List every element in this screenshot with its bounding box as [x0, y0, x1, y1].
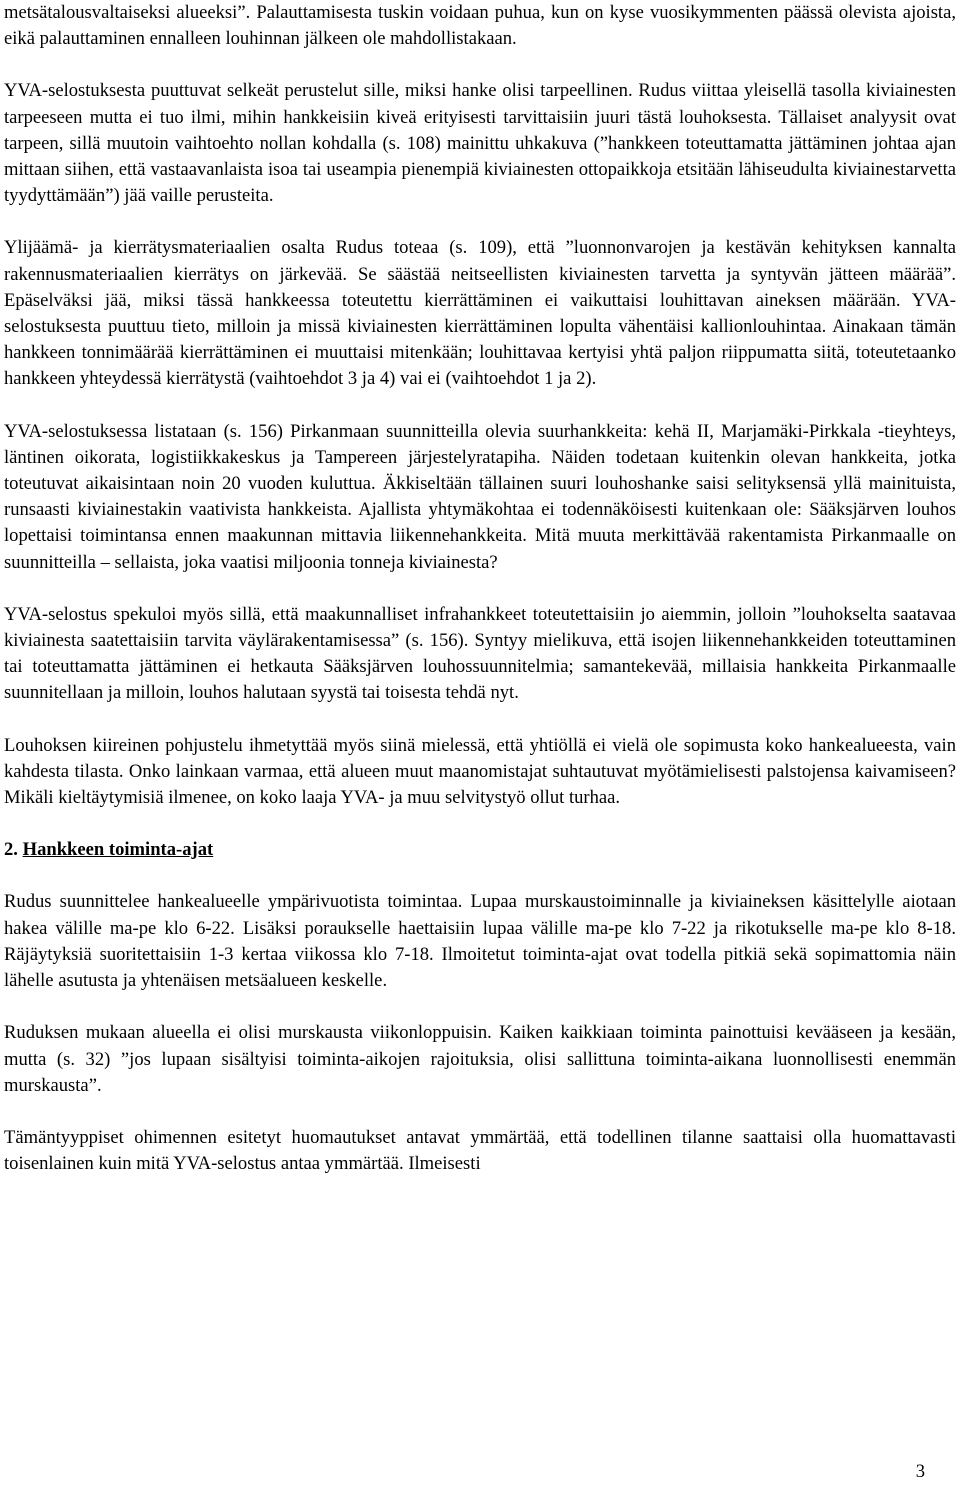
paragraph-major-projects: YVA-selostuksessa listataan (s. 156) Pirkanmaan suunnitteilla olevia suurhankkeita: kehä II, Marjamäki-Pirkkala -tieyhteys, läntinen oikorata, logistiikkakeskus ja Tampereen järjestelyratapiha. Näiden todetaan kuitenkin olevan hankkeita, jotka toteutuvat aikaisintaan noin 20 vuoden kuluttua. Äkkiseltään tällainen suuri louhoshanke saisi selityksensä yllä mainituista, runsaasti kiviainestakin vaativista hankkeista. Ajallista yhtymäkohtaa ei todennäköisesti kuitenkaan ole: Sääksjärven louhos lopettaisi toimintansa ennen maakunnan mittavia liikennehankkeita. Mitä muuta merkittävää rakentamista Pirkanmaalle on suunnitteilla – sellaista, joka vaatisi miljoonia tonneja kiviainesta? — [4, 420, 956, 573]
paragraph-infrastructure: YVA-selostus spekuloi myös sillä, että maakunnalliset infrahankkeet toteutettaisiin jo aiemmin, jolloin ”louhokselta saatavaa kiviainesta saatettaisiin tarvita väylärakentamisessa” (s. 156). Syntyy mielikuva, että isojen liikennehankkeiden toteuttaminen tai toteuttamatta jättäminen ei hetkauta Sääksjärven louhossuunnitelmia; samantekevää, millaisia hankkeita Pirkanmaalle suunnitellaan ja milloin, louhos halutaan syystä tai toisesta tehdä nyt. — [4, 603, 956, 704]
page-number: 3 — [915, 1461, 925, 1482]
section-number: 2. — [4, 839, 18, 861]
section-heading — [4, 837, 956, 863]
paragraph-remarks: Tämäntyyppiset ohimennen esitetyt huomautukset antavat ymmärtää, että todellinen tilanne saattaisi olla huomattavasti toisenlainen kuin mitä YVA-selostus antaa ymmärtää. Ilmeisesti — [4, 1126, 956, 1175]
paragraph-restoration: metsätalousvaltaiseksi alueeksi”. Palauttamisesta tuskin voidaan puhua, kun on kyse vuosikymmenten päässä olevista ajoista, eikä palauttaminen ennalleen louhinnan jälkeen ole mahdollistakaan. — [4, 2, 956, 50]
paragraph-recycling: Ylijäämä- ja kierrätysmateriaalien osalta Rudus toteaa (s. 109), että ”luonnonvarojen ja kestävän kehityksen kannalta rakennusmateriaalien kierrätys on järkevää. Se säästää neitseellisten kiviainesten tarvetta ja syntyvän jätteen määrää”. Epäselväksi jää, miksi tässä hankkeessa toteutettu kierrättäminen ei vaikuttaisi louhittavan aineksen määrään. YVA-selostuksesta puuttuu tieto, milloin ja missä kiviainesten kierrättäminen lopulta vähentäisi kallionlouhintaa. Ainakaan tämän hankkeen tonnimäärää kierrättäminen ei muuttaisi mitenkään; louhittavaa kertyisi yhtä paljon riippumatta siitä, toteutetaanko hankkeen yhteydessä kierrätystä (vaihtoehdot 3 ja 4) vai ei (vaihtoehdot 1 ja 2). — [4, 237, 956, 390]
document-page — [4, 0, 956, 1203]
paragraph-operating-hours: Rudus suunnittelee hankealueelle ympärivuotista toimintaa. Lupaa murskaustoiminnalle ja kiviaineksen käsittelylle aiotaan hakea välille ma-pe klo 6-22. Lisäksi poraukselle haettaisiin lupaa välille ma-pe klo 7-22 ja rikotukselle ma-pe klo 8-18. Räjäytyksiä suoritettaisiin 1-3 kertaa viikossa klo 7-18. Ilmoitetut toiminta-ajat ovat todella pitkiä sekä sopimattomia näin lähelle asutusta ja yhtenäisen metsäalueen keskelle. — [4, 891, 956, 992]
paragraph-weekends: Ruduksen mukaan alueella ei olisi murskausta viikonloppuisin. Kaiken kaikkiaan toiminta painottuisi kevääseen ja kesään, mutta (s. 32) ”jos lupaan sisältyisi toiminta-aikojen rajoituksia, olisi sallittuna toiminta-aikana luonnollisesti enemmän murskausta”. — [4, 1022, 956, 1096]
section-title: Hankkeen toiminta-ajat — [22, 839, 214, 861]
paragraph-landowners: Louhoksen kiireinen pohjustelu ihmetyttää myös siinä mielessä, että yhtiöllä ei vielä ole sopimusta koko hankealueesta, vain kahdesta tilasta. Onko lainkaan varmaa, että alueen muut maanomistajat suhtautuvat myötämielisesti palstojensa kaivamiseen? Mikäli kieltäytymisiä ilmenee, on koko laaja YVA- ja muu selvitystyö ollut turhaa. — [4, 734, 956, 809]
paragraph-justification: YVA-selostuksesta puuttuvat selkeät perustelut sille, miksi hanke olisi tarpeellinen. Rudus viittaa yleisellä tasolla kiviainesten tarpeeseen mutta ei tuo ilmi, mihin hankkeisiin kiveä erityisesti tarvittaisiin juuri tästä louhoksesta. Tällaiset analyysit ovat tarpeen, sillä muutoin vaihtoehto nollan kohdalla (s. 108) mainittu uhkakuva (”hankkeen toteuttamatta jättäminen johtaa ajan mittaan siihen, että vastaavanlaista isoa tai useampia pienempiä kiviainesten ottopaikkoja etsitään lähiseudulta kiviainestarvetta tyydyttämään”) jää vaille perusteita. — [4, 80, 956, 207]
